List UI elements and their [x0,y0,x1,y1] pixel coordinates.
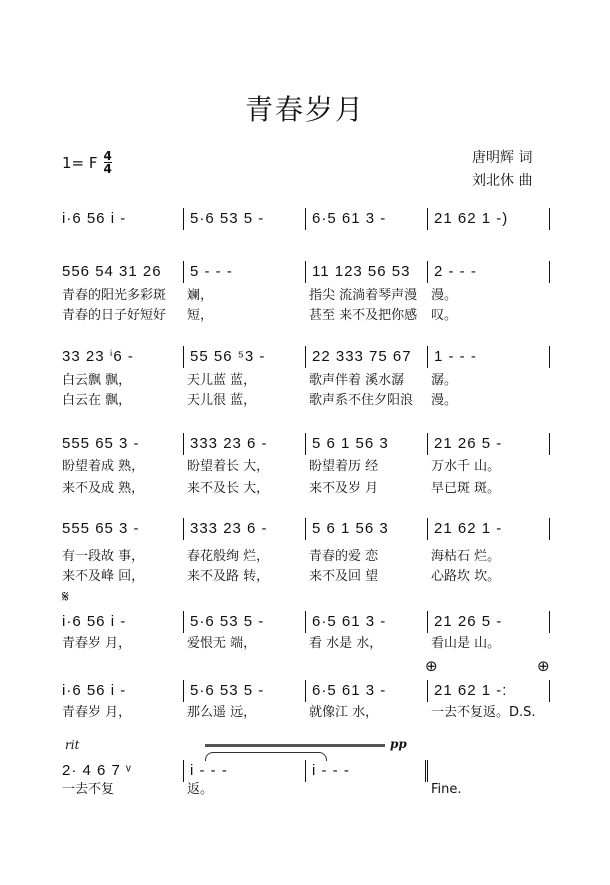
lyric-segment: 来不及岁 月 [309,481,379,496]
lyric-segment: 万水千 山。 [431,459,501,474]
measure: 6·5 61 3 - [306,680,428,702]
lyric-segment: 歌声伴着 溪水潺 [309,373,405,388]
time-signature: 4 4 [103,149,112,176]
lyric-segment: 盼望着历 经 [309,459,379,474]
rit-mark: rit [65,738,80,752]
lyric-segment: 盼望着成 熟， [62,459,145,474]
measure: 21 62 1 - [428,518,550,540]
measure: 6·5 61 3 - [306,611,428,633]
measure: 21 26 5 - [428,611,550,633]
measure: i·6 56 i - [62,680,184,702]
lyric-segment: 白云飘 飘， [62,373,132,388]
lyric-segment: 一去不复 [62,782,115,797]
measure: 21 26 5 - [428,433,550,455]
measure: 556 54 31 26 [62,261,184,283]
lyrics-line [62,481,552,497]
lyric-segment: 短， [187,308,214,323]
lyric-segment: Fine. [431,782,462,797]
notation-line [62,680,552,702]
lyrics-line [62,782,552,798]
decrescendo-line [205,744,385,747]
notation-line [62,760,552,782]
lyrics-line [62,636,552,652]
measure: 1 - - - [428,346,550,368]
lyric-segment: 白云在 飘， [62,393,132,408]
notation-line [62,433,552,455]
measure: 333 23 6 - [184,518,306,540]
measure: 555 65 3 - [62,518,184,540]
measure: 5 6 1 56 3 [306,433,428,455]
lyrics-line [62,705,552,721]
lyrics-line [62,373,552,389]
lyric-segment: 有一段故 事， [62,549,145,564]
coda-icon: ⊕ [537,657,550,675]
lyric-segment: 来不及峰 回， [62,569,145,584]
lyric-segment: 春花般绚 烂， [187,549,270,564]
composer: 刘北休 曲 [472,173,533,189]
lyric-segment: 青春的日子好短好 [62,308,167,323]
measure: 5·6 53 5 - [184,680,306,702]
notation-line [62,208,552,230]
lyric-segment: 青春的阳光多彩斑 [62,288,167,303]
lyrics-line [62,459,552,475]
pp-mark: pp [390,737,407,751]
measure: 21 62 1 -: [428,680,550,702]
lyric-segment: 叹。 [431,308,458,323]
lyric-segment: 来不及路 转， [187,569,270,584]
measure: 5 6 1 56 3 [306,518,428,540]
lyric-segment: 来不及长 大， [187,481,270,496]
measure: 2 - - - [428,261,550,283]
key-signature [62,150,112,175]
lyric-segment: 看 水是 水， [309,636,383,651]
lyric-segment: 天儿很 蓝， [187,393,257,408]
measure: 5·6 53 5 - [184,611,306,633]
lyric-segment [306,782,428,798]
lyric-segment: 斓， [187,288,214,303]
lyric-segment: 心路坎 坎。 [431,569,501,584]
measure: 6·5 61 3 - [306,208,428,230]
lyrics-line [62,569,552,585]
lyric-segment: 盼望着长 大， [187,459,270,474]
coda-icon: ⊕ [425,657,438,675]
lyric-segment: 返。 [187,782,214,797]
lyric-segment: 潺。 [431,373,458,388]
measure: i - - - [306,760,428,782]
measure: 21 62 1 -) [428,208,550,230]
measure: 22 333 75 67 [306,346,428,368]
lyrics-line [62,549,552,565]
measure: 11 123 56 53 [306,261,428,283]
measure: 55 56 ⁵3 - [184,346,306,368]
lyric-segment: 就像江 水， [309,705,379,720]
lyric-segment: 指尖 流淌着琴声漫 [309,288,418,303]
notation-line [62,346,552,368]
lyric-segment: 一去不复返。D.S. [431,705,536,720]
notation-line [62,611,552,633]
measure [428,760,550,782]
segno-icon: 𝄋 [62,587,69,606]
measure: 33 23 ⁱ6 - [62,346,184,368]
measure: 2· 4 6 7 ᵛ [62,760,184,782]
lyrics-line [62,308,552,324]
lyric-segment: 青春岁 月， [62,636,132,651]
measure: 555 65 3 - [62,433,184,455]
notation-line [62,518,552,540]
lyric-segment: 青春岁 月， [62,705,132,720]
key: 1= F [62,153,98,172]
lyric-segment: 爱恨无 端， [187,636,257,651]
lyrics-line [62,288,552,304]
measure: i - - - [184,760,306,782]
song-title: 青春岁月 [244,93,365,126]
lyric-segment: 来不及成 熟， [62,481,145,496]
lyric-segment: 早已斑 斑。 [431,481,501,496]
lyric-segment: 来不及回 望 [309,569,379,584]
lyricist: 唐明辉 词 [472,150,533,166]
lyrics-line [62,393,552,409]
measure: i·6 56 i - [62,611,184,633]
lyric-segment: 天儿蓝 蓝， [187,373,257,388]
lyric-segment: 漫。 [431,393,458,408]
lyric-segment: 看山是 山。 [431,636,501,651]
lyric-segment: 甚至 来不及把你感 [309,308,418,323]
lyric-segment: 漫。 [431,288,458,303]
lyric-segment: 青春的爱 恋 [309,549,379,564]
measure: 333 23 6 - [184,433,306,455]
lyric-segment: 那么遥 远， [187,705,257,720]
lyric-segment: 歌声系不住夕阳浪 [309,393,414,408]
measure: i·6 56 i - [62,208,184,230]
lyric-segment: 海枯石 烂。 [431,549,501,564]
notation-line [62,261,552,283]
measure: 5 - - - [184,261,306,283]
measure: 5·6 53 5 - [184,208,306,230]
